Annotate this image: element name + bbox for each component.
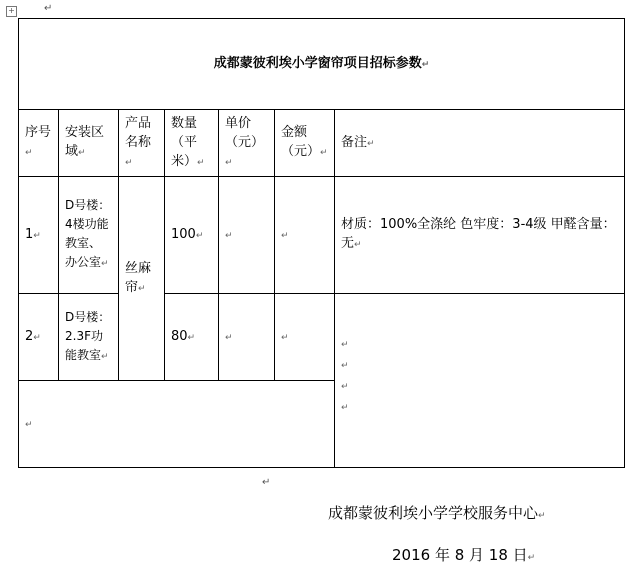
- empty-cell[interactable]: ↵: [19, 381, 335, 468]
- table-row: [19, 177, 625, 294]
- bid-parameter-table: [18, 18, 625, 468]
- row-unit-price[interactable]: ↵: [219, 294, 275, 381]
- header-quantity: 数量（平米）↵: [165, 110, 219, 177]
- row-quantity: 100↵: [165, 177, 219, 294]
- header-remarks: 备注↵: [335, 110, 625, 177]
- table-row: [19, 294, 625, 381]
- header-product: 产品名称↵: [119, 110, 165, 177]
- table-title: 成都蒙彼利埃小学窗帘项目招标参数↵: [19, 19, 625, 110]
- row-index: 2↵: [19, 294, 59, 381]
- paragraph-mark-icon: ↵: [262, 477, 271, 488]
- row-remark: 材质：100%全涤纶 色牢度：3-4级 甲醛含量：无↵: [335, 177, 625, 294]
- signature-date: 2016 年 8 月 18 日↵: [392, 546, 536, 564]
- row-unit-price[interactable]: ↵: [219, 177, 275, 294]
- header-unit-price: 单价（元）↵: [219, 110, 275, 177]
- table-move-handle-icon[interactable]: +: [6, 6, 17, 17]
- product-name: 丝麻帘↵: [119, 177, 165, 381]
- header-amount: 金额（元）↵: [275, 110, 335, 177]
- row-index: 1↵: [19, 177, 59, 294]
- row-quantity: 80↵: [165, 294, 219, 381]
- header-index: 序号↵: [19, 110, 59, 177]
- row-area: D号楼：4楼功能教室、办公室↵: [59, 177, 119, 294]
- header-area: 安装区域↵: [59, 110, 119, 177]
- row-amount[interactable]: ↵: [275, 294, 335, 381]
- signature-org: 成都蒙彼利埃小学学校服务中心↵: [328, 504, 546, 522]
- paragraph-mark-icon: ↵: [44, 3, 53, 14]
- row-amount[interactable]: ↵: [275, 177, 335, 294]
- row-remark-empty[interactable]: ↵ ↵ ↵ ↵: [335, 294, 625, 468]
- row-area: D号楼：2.3F功能教室↵: [59, 294, 119, 381]
